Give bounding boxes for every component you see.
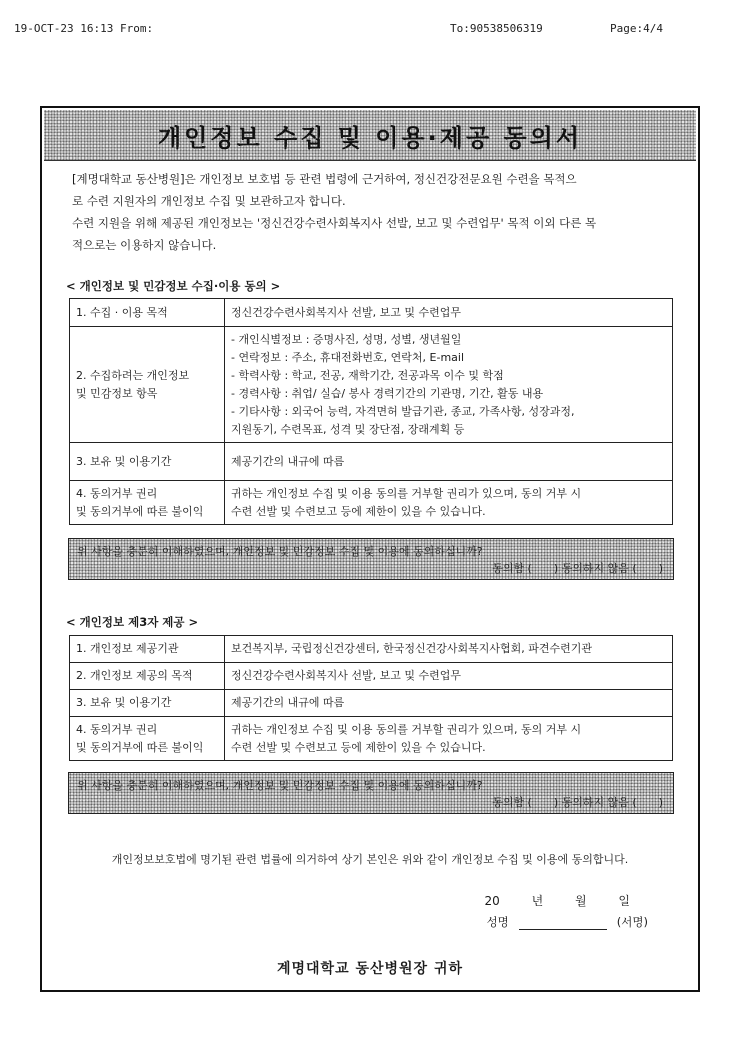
row-label: 3. 보유 및 이용기간 [70, 443, 225, 481]
row-value: - 개인식별정보 : 증명사진, 성명, 성별, 생년월일 - 연락정보 : 주소, 휴대전화번호, 연락처, E-mail - 학력사항 : 학교, 전공, 재학기간, 전공과목 이수 및 학점 - 경력사항 : 취업/ 실습/ 봉사 경력기간의 기관명, 기간, 활동 내용 - 기타사항 : 외국어 능력, 자격면허 발급기관, 종교, 가족사항, 성장과정, 지원동기, 수련목표, 성격 및 장단점, 장래계획 등 [225, 327, 673, 443]
row-value: 귀하는 개인정보 수집 및 이용 동의를 거부할 권리가 있으며, 동의 거부 시 수련 선발 및 수련보고 등에 제한이 있을 수 있습니다. [225, 481, 673, 525]
signature-line [487, 914, 648, 930]
row-label: 2. 개인정보 제공의 목적 [70, 663, 225, 690]
form-title: 개인정보 수집 및 이용·제공 동의서 [157, 123, 583, 152]
section-collection-title: < 개인정보 및 민감정보 수집·이용 동의 > [66, 279, 281, 293]
signature-mark: (서명) [616, 915, 648, 929]
disagree-label: ) 동의하지 않음 ( [553, 796, 637, 809]
row-value: 제공기간의 내규에 따름 [225, 443, 673, 481]
intro-line: 수련 지원을 위해 제공된 개인정보는 '정신건강수련사회복지사 선발, 보고 및 수련업무' 목적 이외 다른 목 [72, 216, 597, 230]
consent-question: 위 사항을 충분히 이해하였으며, 개인정보 및 민감정보 수집 및 이용에 동의하십니까? [77, 545, 483, 558]
consent-options: 동의함 ( ) 동의하지 않음 ( ) [492, 796, 663, 809]
row-value: 귀하는 개인정보 수집 및 이용 동의를 거부할 권리가 있으며, 동의 거부 시 수련 선발 및 수련보고 등에 제한이 있을 수 있습니다. [225, 717, 673, 761]
agree-label: 동의함 ( [492, 562, 532, 575]
row-value: 정신건강수련사회복지사 선발, 보고 및 수련업무 [225, 299, 673, 327]
title-banner [44, 110, 696, 161]
signature-label: 성명 [486, 915, 509, 929]
disagree-label: ) 동의하지 않음 ( [553, 562, 637, 575]
consent-question-bar [68, 538, 674, 580]
consent-form [40, 106, 700, 992]
date-month-label: 월 [574, 894, 587, 908]
intro-line: 로 수련 지원자의 개인정보 수집 및 보관하고자 합니다. [72, 194, 346, 208]
signature-field[interactable] [519, 917, 607, 930]
table-row [70, 663, 673, 690]
row-label: 2. 수집하려는 개인정보 및 민감정보 항목 [70, 327, 225, 443]
table-row [70, 327, 673, 443]
table-row [70, 690, 673, 717]
intro-line: [계명대학교 동산병원]은 개인정보 보호법 등 관련 법령에 근거하여, 정신건강전문요원 수련을 목적으 [72, 172, 577, 186]
agree-label: 동의함 ( [492, 796, 532, 809]
row-label: 1. 수집 · 이용 목적 [70, 299, 225, 327]
intro-paragraph [72, 168, 672, 256]
table-row [70, 443, 673, 481]
third-party-table [69, 635, 673, 761]
table-row [70, 717, 673, 761]
row-label: 3. 보유 및 이용기간 [70, 690, 225, 717]
date-year-label: 년 [531, 894, 544, 908]
consent-question-bar [68, 772, 674, 814]
addressee: 계명대학교 동산병원장 귀하 [276, 961, 464, 977]
date-line[interactable] [484, 892, 630, 909]
row-value: 제공기간의 내규에 따름 [225, 690, 673, 717]
fax-header-sender: 19-OCT-23 16:13 From: [14, 22, 154, 35]
intro-line: 적으로는 이용하지 않습니다. [72, 238, 217, 252]
table-row [70, 481, 673, 525]
row-label: 4. 동의거부 권리 및 동의거부에 따른 불이익 [70, 717, 225, 761]
row-value: 보건복지부, 국립정신건강센터, 한국정신건강사회복지사협회, 파견수련기관 [225, 636, 673, 663]
collection-table [69, 298, 673, 525]
consent-options: 동의함 ( ) 동의하지 않음 ( ) [492, 562, 663, 575]
fax-header-page: Page:4/4 [610, 22, 663, 35]
row-label: 1. 개인정보 제공기관 [70, 636, 225, 663]
table-row [70, 636, 673, 663]
consent-statement: 개인정보보호법에 명기된 관련 법률에 의거하여 상기 본인은 위와 같이 개인정보 수집 및 이용에 동의합니다. [111, 853, 629, 866]
consent-question: 위 사항을 충분히 이해하였으며, 개인정보 및 민감정보 수집 및 이용에 동의하십니까? [77, 779, 483, 792]
row-label: 4. 동의거부 권리 및 동의거부에 따른 불이익 [70, 481, 225, 525]
date-year: 20 [484, 894, 500, 908]
fax-header-recipient: To:90538506319 [450, 22, 543, 35]
date-day-label: 일 [618, 894, 630, 908]
table-row [70, 299, 673, 327]
row-value: 정신건강수련사회복지사 선발, 보고 및 수련업무 [225, 663, 673, 690]
section-third-party-title: < 개인정보 제3자 제공 > [66, 615, 199, 629]
